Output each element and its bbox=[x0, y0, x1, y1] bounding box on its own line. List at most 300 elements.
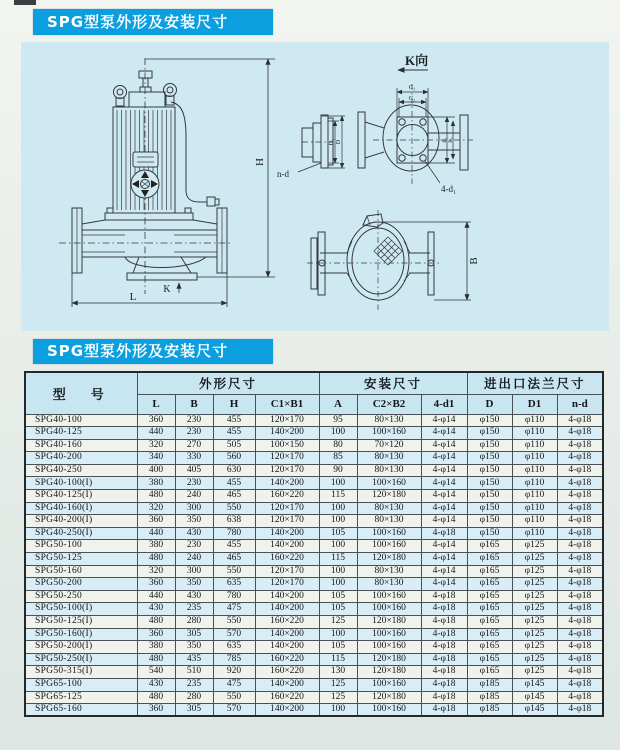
value-cell: 80×130 bbox=[357, 464, 421, 477]
value-cell: 100 bbox=[319, 578, 357, 591]
value-cell: 4-φ18 bbox=[557, 603, 603, 616]
value-cell: 4-φ18 bbox=[421, 641, 467, 654]
value-cell: φ110 bbox=[512, 527, 557, 540]
value-cell: 120×180 bbox=[357, 666, 421, 679]
model-cell: SPG65-160 bbox=[25, 704, 137, 717]
model-cell: SPG65-125 bbox=[25, 691, 137, 704]
value-cell: 240 bbox=[175, 553, 213, 566]
value-cell: 475 bbox=[213, 603, 255, 616]
dim-label-k: K bbox=[163, 284, 171, 295]
pump-technical-drawing bbox=[21, 42, 609, 331]
value-cell: 4-φ18 bbox=[421, 590, 467, 603]
value-cell: 540 bbox=[137, 666, 175, 679]
table-row bbox=[25, 678, 603, 691]
dim-label-c1: C₁ bbox=[408, 84, 416, 91]
table-row bbox=[25, 590, 603, 603]
value-cell: 4-φ18 bbox=[421, 691, 467, 704]
value-cell: 475 bbox=[213, 678, 255, 691]
value-cell: 380 bbox=[137, 540, 175, 553]
value-cell: 4-φ14 bbox=[421, 490, 467, 503]
value-cell: 4-φ18 bbox=[557, 439, 603, 452]
table-row bbox=[25, 452, 603, 465]
value-cell: 360 bbox=[137, 414, 175, 427]
value-cell: 305 bbox=[175, 704, 213, 717]
pump-top-view bbox=[307, 210, 441, 310]
value-cell: 100 bbox=[319, 427, 357, 440]
value-cell: 70×120 bbox=[357, 439, 421, 452]
value-cell: φ145 bbox=[512, 691, 557, 704]
value-cell: φ125 bbox=[512, 553, 557, 566]
value-cell: 4-φ18 bbox=[557, 540, 603, 553]
value-cell: 435 bbox=[175, 653, 213, 666]
value-cell: 550 bbox=[213, 565, 255, 578]
value-cell: 465 bbox=[213, 553, 255, 566]
header-col: H bbox=[213, 394, 255, 414]
model-cell: SPG50-160(I) bbox=[25, 628, 137, 641]
table-row bbox=[25, 565, 603, 578]
value-cell: 115 bbox=[319, 653, 357, 666]
value-cell: 100 bbox=[319, 477, 357, 490]
value-cell: 80×130 bbox=[357, 565, 421, 578]
value-cell: 4-φ14 bbox=[421, 502, 467, 515]
value-cell: 140×200 bbox=[255, 427, 319, 440]
table-row bbox=[25, 502, 603, 515]
value-cell: 95 bbox=[319, 414, 357, 427]
value-cell: φ165 bbox=[467, 590, 512, 603]
value-cell: 320 bbox=[137, 565, 175, 578]
value-cell: 4-φ14 bbox=[421, 515, 467, 528]
value-cell: φ150 bbox=[467, 452, 512, 465]
dim-label-l: L bbox=[129, 291, 137, 303]
table-row bbox=[25, 653, 603, 666]
value-cell: 780 bbox=[213, 590, 255, 603]
value-cell: φ185 bbox=[467, 704, 512, 717]
value-cell: 105 bbox=[319, 527, 357, 540]
model-cell: SPG40-200 bbox=[25, 452, 137, 465]
value-cell: 360 bbox=[137, 628, 175, 641]
value-cell: 4-φ14 bbox=[421, 414, 467, 427]
model-cell: SPG50-315(I) bbox=[25, 666, 137, 679]
value-cell: 80 bbox=[319, 439, 357, 452]
value-cell: 785 bbox=[213, 653, 255, 666]
value-cell: φ150 bbox=[467, 527, 512, 540]
value-cell: 160×220 bbox=[255, 691, 319, 704]
value-cell: φ150 bbox=[467, 439, 512, 452]
value-cell: 4-φ18 bbox=[557, 616, 603, 629]
value-cell: 80×130 bbox=[357, 578, 421, 591]
value-cell: 4-φ18 bbox=[421, 603, 467, 616]
value-cell: φ165 bbox=[467, 603, 512, 616]
table-row bbox=[25, 616, 603, 629]
value-cell: 455 bbox=[213, 540, 255, 553]
header-group-flange: 进出口法兰尺寸 bbox=[467, 372, 603, 394]
table-header bbox=[25, 372, 603, 414]
value-cell: φ125 bbox=[512, 616, 557, 629]
value-cell: φ165 bbox=[467, 540, 512, 553]
value-cell: 100×160 bbox=[357, 704, 421, 717]
dimension-table bbox=[24, 371, 604, 717]
table-row bbox=[25, 414, 603, 427]
model-cell: SPG40-125(I) bbox=[25, 490, 137, 503]
value-cell: 280 bbox=[175, 616, 213, 629]
k-view-dimensions bbox=[397, 88, 455, 183]
header-col: D1 bbox=[512, 394, 557, 414]
model-cell: SPG50-160 bbox=[25, 565, 137, 578]
value-cell: 4-φ18 bbox=[557, 477, 603, 490]
value-cell: 140×200 bbox=[255, 590, 319, 603]
value-cell: 4-φ14 bbox=[421, 540, 467, 553]
value-cell: φ150 bbox=[467, 502, 512, 515]
value-cell: 4-φ18 bbox=[557, 414, 603, 427]
value-cell: 360 bbox=[137, 515, 175, 528]
header-model: 型 号 bbox=[25, 372, 137, 414]
value-cell: 570 bbox=[213, 704, 255, 717]
model-cell: SPG40-250(I) bbox=[25, 527, 137, 540]
value-cell: φ145 bbox=[512, 704, 557, 717]
value-cell: 4-φ18 bbox=[557, 691, 603, 704]
value-cell: 780 bbox=[213, 527, 255, 540]
value-cell: 550 bbox=[213, 502, 255, 515]
table-row bbox=[25, 477, 603, 490]
value-cell: 4-φ18 bbox=[557, 565, 603, 578]
value-cell: 635 bbox=[213, 641, 255, 654]
value-cell: 120×170 bbox=[255, 464, 319, 477]
value-cell: 300 bbox=[175, 502, 213, 515]
dim-label-b1: B₁ bbox=[442, 137, 448, 143]
value-cell: 100×160 bbox=[357, 590, 421, 603]
value-cell: 480 bbox=[137, 653, 175, 666]
scan-artifact bbox=[14, 0, 36, 5]
table-row bbox=[25, 628, 603, 641]
value-cell: φ185 bbox=[467, 691, 512, 704]
table-row bbox=[25, 578, 603, 591]
value-cell: 430 bbox=[175, 590, 213, 603]
model-cell: SPG50-250 bbox=[25, 590, 137, 603]
value-cell: 550 bbox=[213, 616, 255, 629]
value-cell: 105 bbox=[319, 641, 357, 654]
value-cell: 120×170 bbox=[255, 565, 319, 578]
value-cell: 4-φ18 bbox=[421, 527, 467, 540]
value-cell: 320 bbox=[137, 502, 175, 515]
value-cell: 120×180 bbox=[357, 691, 421, 704]
value-cell: 230 bbox=[175, 414, 213, 427]
drawing-panel bbox=[21, 42, 609, 331]
value-cell: φ110 bbox=[512, 490, 557, 503]
value-cell: 480 bbox=[137, 691, 175, 704]
value-cell: 160×220 bbox=[255, 490, 319, 503]
value-cell: 4-φ18 bbox=[557, 490, 603, 503]
model-cell: SPG50-200(I) bbox=[25, 641, 137, 654]
value-cell: φ125 bbox=[512, 565, 557, 578]
value-cell: 100×160 bbox=[357, 628, 421, 641]
value-cell: 505 bbox=[213, 439, 255, 452]
value-cell: 120×180 bbox=[357, 653, 421, 666]
value-cell: 430 bbox=[175, 527, 213, 540]
value-cell: 115 bbox=[319, 490, 357, 503]
model-cell: SPG50-100(I) bbox=[25, 603, 137, 616]
value-cell: 4-φ18 bbox=[421, 616, 467, 629]
model-cell: SPG40-160 bbox=[25, 439, 137, 452]
header-group-install: 安装尺寸 bbox=[319, 372, 467, 394]
table-title-banner: SPG型泵外形及安装尺寸 bbox=[33, 339, 273, 364]
value-cell: 160×220 bbox=[255, 653, 319, 666]
value-cell: 4-φ18 bbox=[557, 704, 603, 717]
value-cell: 120×180 bbox=[357, 490, 421, 503]
header-col: n-d bbox=[557, 394, 603, 414]
model-cell: SPG40-250 bbox=[25, 464, 137, 477]
value-cell: 100×160 bbox=[357, 540, 421, 553]
header-col: A bbox=[319, 394, 357, 414]
value-cell: 430 bbox=[137, 678, 175, 691]
value-cell: 140×200 bbox=[255, 628, 319, 641]
value-cell: 630 bbox=[213, 464, 255, 477]
value-cell: 4-φ18 bbox=[557, 515, 603, 528]
value-cell: 230 bbox=[175, 427, 213, 440]
value-cell: 140×200 bbox=[255, 641, 319, 654]
model-cell: SPG40-100(I) bbox=[25, 477, 137, 490]
section-title-banner: SPG型泵外形及安装尺寸 bbox=[33, 9, 273, 35]
dim-label-c2: C₂ bbox=[408, 95, 416, 102]
dim-label-d: D bbox=[336, 139, 342, 145]
value-cell: 320 bbox=[137, 439, 175, 452]
model-cell: SPG65-100 bbox=[25, 678, 137, 691]
top-view-dimensions bbox=[383, 222, 471, 300]
table-row bbox=[25, 603, 603, 616]
value-cell: 4-φ18 bbox=[557, 464, 603, 477]
value-cell: 330 bbox=[175, 452, 213, 465]
value-cell: 635 bbox=[213, 578, 255, 591]
model-cell: SPG50-250(I) bbox=[25, 653, 137, 666]
value-cell: 105 bbox=[319, 590, 357, 603]
value-cell: 638 bbox=[213, 515, 255, 528]
table-row bbox=[25, 691, 603, 704]
value-cell: 100 bbox=[319, 540, 357, 553]
value-cell: 80×130 bbox=[357, 515, 421, 528]
value-cell: φ185 bbox=[467, 678, 512, 691]
value-cell: φ150 bbox=[467, 515, 512, 528]
value-cell: φ110 bbox=[512, 452, 557, 465]
value-cell: 560 bbox=[213, 452, 255, 465]
value-cell: 4-φ14 bbox=[421, 439, 467, 452]
value-cell: 160×220 bbox=[255, 616, 319, 629]
table-row bbox=[25, 553, 603, 566]
value-cell: 140×200 bbox=[255, 527, 319, 540]
value-cell: 455 bbox=[213, 414, 255, 427]
value-cell: 140×200 bbox=[255, 540, 319, 553]
value-cell: 455 bbox=[213, 477, 255, 490]
value-cell: 380 bbox=[137, 477, 175, 490]
value-cell: φ165 bbox=[467, 666, 512, 679]
value-cell: 4-φ18 bbox=[557, 590, 603, 603]
value-cell: 480 bbox=[137, 490, 175, 503]
header-col: B bbox=[175, 394, 213, 414]
value-cell: 380 bbox=[137, 641, 175, 654]
model-cell: SPG40-200(I) bbox=[25, 515, 137, 528]
value-cell: 100×160 bbox=[357, 641, 421, 654]
value-cell: 120×170 bbox=[255, 502, 319, 515]
value-cell: 125 bbox=[319, 616, 357, 629]
value-cell: φ110 bbox=[512, 502, 557, 515]
value-cell: 80×130 bbox=[357, 414, 421, 427]
value-cell: 100×160 bbox=[357, 678, 421, 691]
value-cell: φ110 bbox=[512, 427, 557, 440]
header-group-outline: 外形尺寸 bbox=[137, 372, 319, 394]
value-cell: 115 bbox=[319, 553, 357, 566]
value-cell: φ165 bbox=[467, 653, 512, 666]
header-col: L bbox=[137, 394, 175, 414]
value-cell: 4-φ18 bbox=[557, 452, 603, 465]
value-cell: φ110 bbox=[512, 414, 557, 427]
value-cell: 465 bbox=[213, 490, 255, 503]
table-row bbox=[25, 515, 603, 528]
value-cell: 4-φ18 bbox=[557, 527, 603, 540]
table-row bbox=[25, 540, 603, 553]
value-cell: 4-φ18 bbox=[557, 641, 603, 654]
value-cell: 100×160 bbox=[357, 427, 421, 440]
value-cell: φ110 bbox=[512, 477, 557, 490]
model-cell: SPG50-100 bbox=[25, 540, 137, 553]
value-cell: 240 bbox=[175, 490, 213, 503]
value-cell: φ165 bbox=[467, 565, 512, 578]
pump-front-view bbox=[59, 58, 233, 294]
value-cell: φ150 bbox=[467, 464, 512, 477]
value-cell: 230 bbox=[175, 477, 213, 490]
value-cell: φ125 bbox=[512, 590, 557, 603]
value-cell: 4-φ18 bbox=[557, 502, 603, 515]
value-cell: 160×220 bbox=[255, 666, 319, 679]
value-cell: 100 bbox=[319, 704, 357, 717]
table-row bbox=[25, 666, 603, 679]
model-cell: SPG40-160(I) bbox=[25, 502, 137, 515]
value-cell: φ125 bbox=[512, 641, 557, 654]
value-cell: 280 bbox=[175, 691, 213, 704]
value-cell: φ125 bbox=[512, 653, 557, 666]
value-cell: 100 bbox=[319, 565, 357, 578]
value-cell: φ165 bbox=[467, 628, 512, 641]
dim-label-d1: D₁ bbox=[329, 138, 335, 146]
value-cell: 100×160 bbox=[357, 477, 421, 490]
value-cell: 4-φ14 bbox=[421, 427, 467, 440]
value-cell: 400 bbox=[137, 464, 175, 477]
model-cell: SPG50-200 bbox=[25, 578, 137, 591]
value-cell: 4-φ18 bbox=[421, 666, 467, 679]
value-cell: 4-φ18 bbox=[421, 678, 467, 691]
value-cell: 350 bbox=[175, 641, 213, 654]
value-cell: 120×180 bbox=[357, 553, 421, 566]
value-cell: 920 bbox=[213, 666, 255, 679]
value-cell: 4-φ14 bbox=[421, 477, 467, 490]
value-cell: 4-φ14 bbox=[421, 452, 467, 465]
value-cell: 100×160 bbox=[357, 603, 421, 616]
value-cell: 235 bbox=[175, 603, 213, 616]
label-4-d1: 4-d₁ bbox=[441, 184, 457, 194]
value-cell: φ165 bbox=[467, 553, 512, 566]
value-cell: 85 bbox=[319, 452, 357, 465]
value-cell: 4-φ18 bbox=[557, 653, 603, 666]
value-cell: 125 bbox=[319, 691, 357, 704]
model-cell: SPG50-125 bbox=[25, 553, 137, 566]
value-cell: 360 bbox=[137, 704, 175, 717]
value-cell: 120×170 bbox=[255, 414, 319, 427]
value-cell: 140×200 bbox=[255, 477, 319, 490]
value-cell: 100 bbox=[319, 628, 357, 641]
value-cell: φ110 bbox=[512, 515, 557, 528]
value-cell: 120×170 bbox=[255, 578, 319, 591]
value-cell: φ165 bbox=[467, 641, 512, 654]
table-row bbox=[25, 490, 603, 503]
value-cell: φ110 bbox=[512, 439, 557, 452]
value-cell: φ165 bbox=[467, 578, 512, 591]
value-cell: 235 bbox=[175, 678, 213, 691]
value-cell: 125 bbox=[319, 678, 357, 691]
value-cell: 100 bbox=[319, 502, 357, 515]
value-cell: 105 bbox=[319, 603, 357, 616]
value-cell: 230 bbox=[175, 540, 213, 553]
model-cell: SPG40-100 bbox=[25, 414, 137, 427]
dim-label-b2: B₂ bbox=[448, 137, 454, 143]
value-cell: 4-φ18 bbox=[557, 553, 603, 566]
table-row bbox=[25, 704, 603, 717]
value-cell: 550 bbox=[213, 691, 255, 704]
value-cell: φ110 bbox=[512, 464, 557, 477]
header-col: C2×B2 bbox=[357, 394, 421, 414]
value-cell: φ125 bbox=[512, 578, 557, 591]
value-cell: φ165 bbox=[467, 616, 512, 629]
value-cell: φ125 bbox=[512, 540, 557, 553]
value-cell: φ150 bbox=[467, 490, 512, 503]
header-col: 4-d1 bbox=[421, 394, 467, 414]
value-cell: 90 bbox=[319, 464, 357, 477]
value-cell: 300 bbox=[175, 565, 213, 578]
k-view-casing bbox=[358, 84, 473, 184]
value-cell: 140×200 bbox=[255, 678, 319, 691]
value-cell: 480 bbox=[137, 616, 175, 629]
value-cell: 570 bbox=[213, 628, 255, 641]
value-cell: 4-φ18 bbox=[557, 427, 603, 440]
value-cell: 4-φ18 bbox=[421, 704, 467, 717]
value-cell: 4-φ18 bbox=[421, 653, 467, 666]
value-cell: 140×200 bbox=[255, 704, 319, 717]
value-cell: 340 bbox=[137, 452, 175, 465]
value-cell: 4-φ18 bbox=[557, 578, 603, 591]
value-cell: φ150 bbox=[467, 477, 512, 490]
value-cell: 440 bbox=[137, 427, 175, 440]
table-body bbox=[25, 414, 603, 716]
value-cell: 510 bbox=[175, 666, 213, 679]
dim-label-b: B bbox=[468, 257, 480, 265]
value-cell: 80×130 bbox=[357, 502, 421, 515]
value-cell: 100×160 bbox=[357, 527, 421, 540]
value-cell: 100×150 bbox=[255, 439, 319, 452]
value-cell: 430 bbox=[137, 603, 175, 616]
value-cell: 140×200 bbox=[255, 603, 319, 616]
value-cell: φ125 bbox=[512, 628, 557, 641]
value-cell: 480 bbox=[137, 553, 175, 566]
dim-label-h: H bbox=[254, 158, 266, 166]
value-cell: 100 bbox=[319, 515, 357, 528]
table-row bbox=[25, 464, 603, 477]
value-cell: 440 bbox=[137, 527, 175, 540]
value-cell: 455 bbox=[213, 427, 255, 440]
model-cell: SPG50-125(I) bbox=[25, 616, 137, 629]
value-cell: 350 bbox=[175, 578, 213, 591]
value-cell: 4-φ18 bbox=[557, 678, 603, 691]
value-cell: φ145 bbox=[512, 678, 557, 691]
value-cell: 120×170 bbox=[255, 452, 319, 465]
table-row bbox=[25, 641, 603, 654]
value-cell: 4-φ14 bbox=[421, 578, 467, 591]
value-cell: 405 bbox=[175, 464, 213, 477]
